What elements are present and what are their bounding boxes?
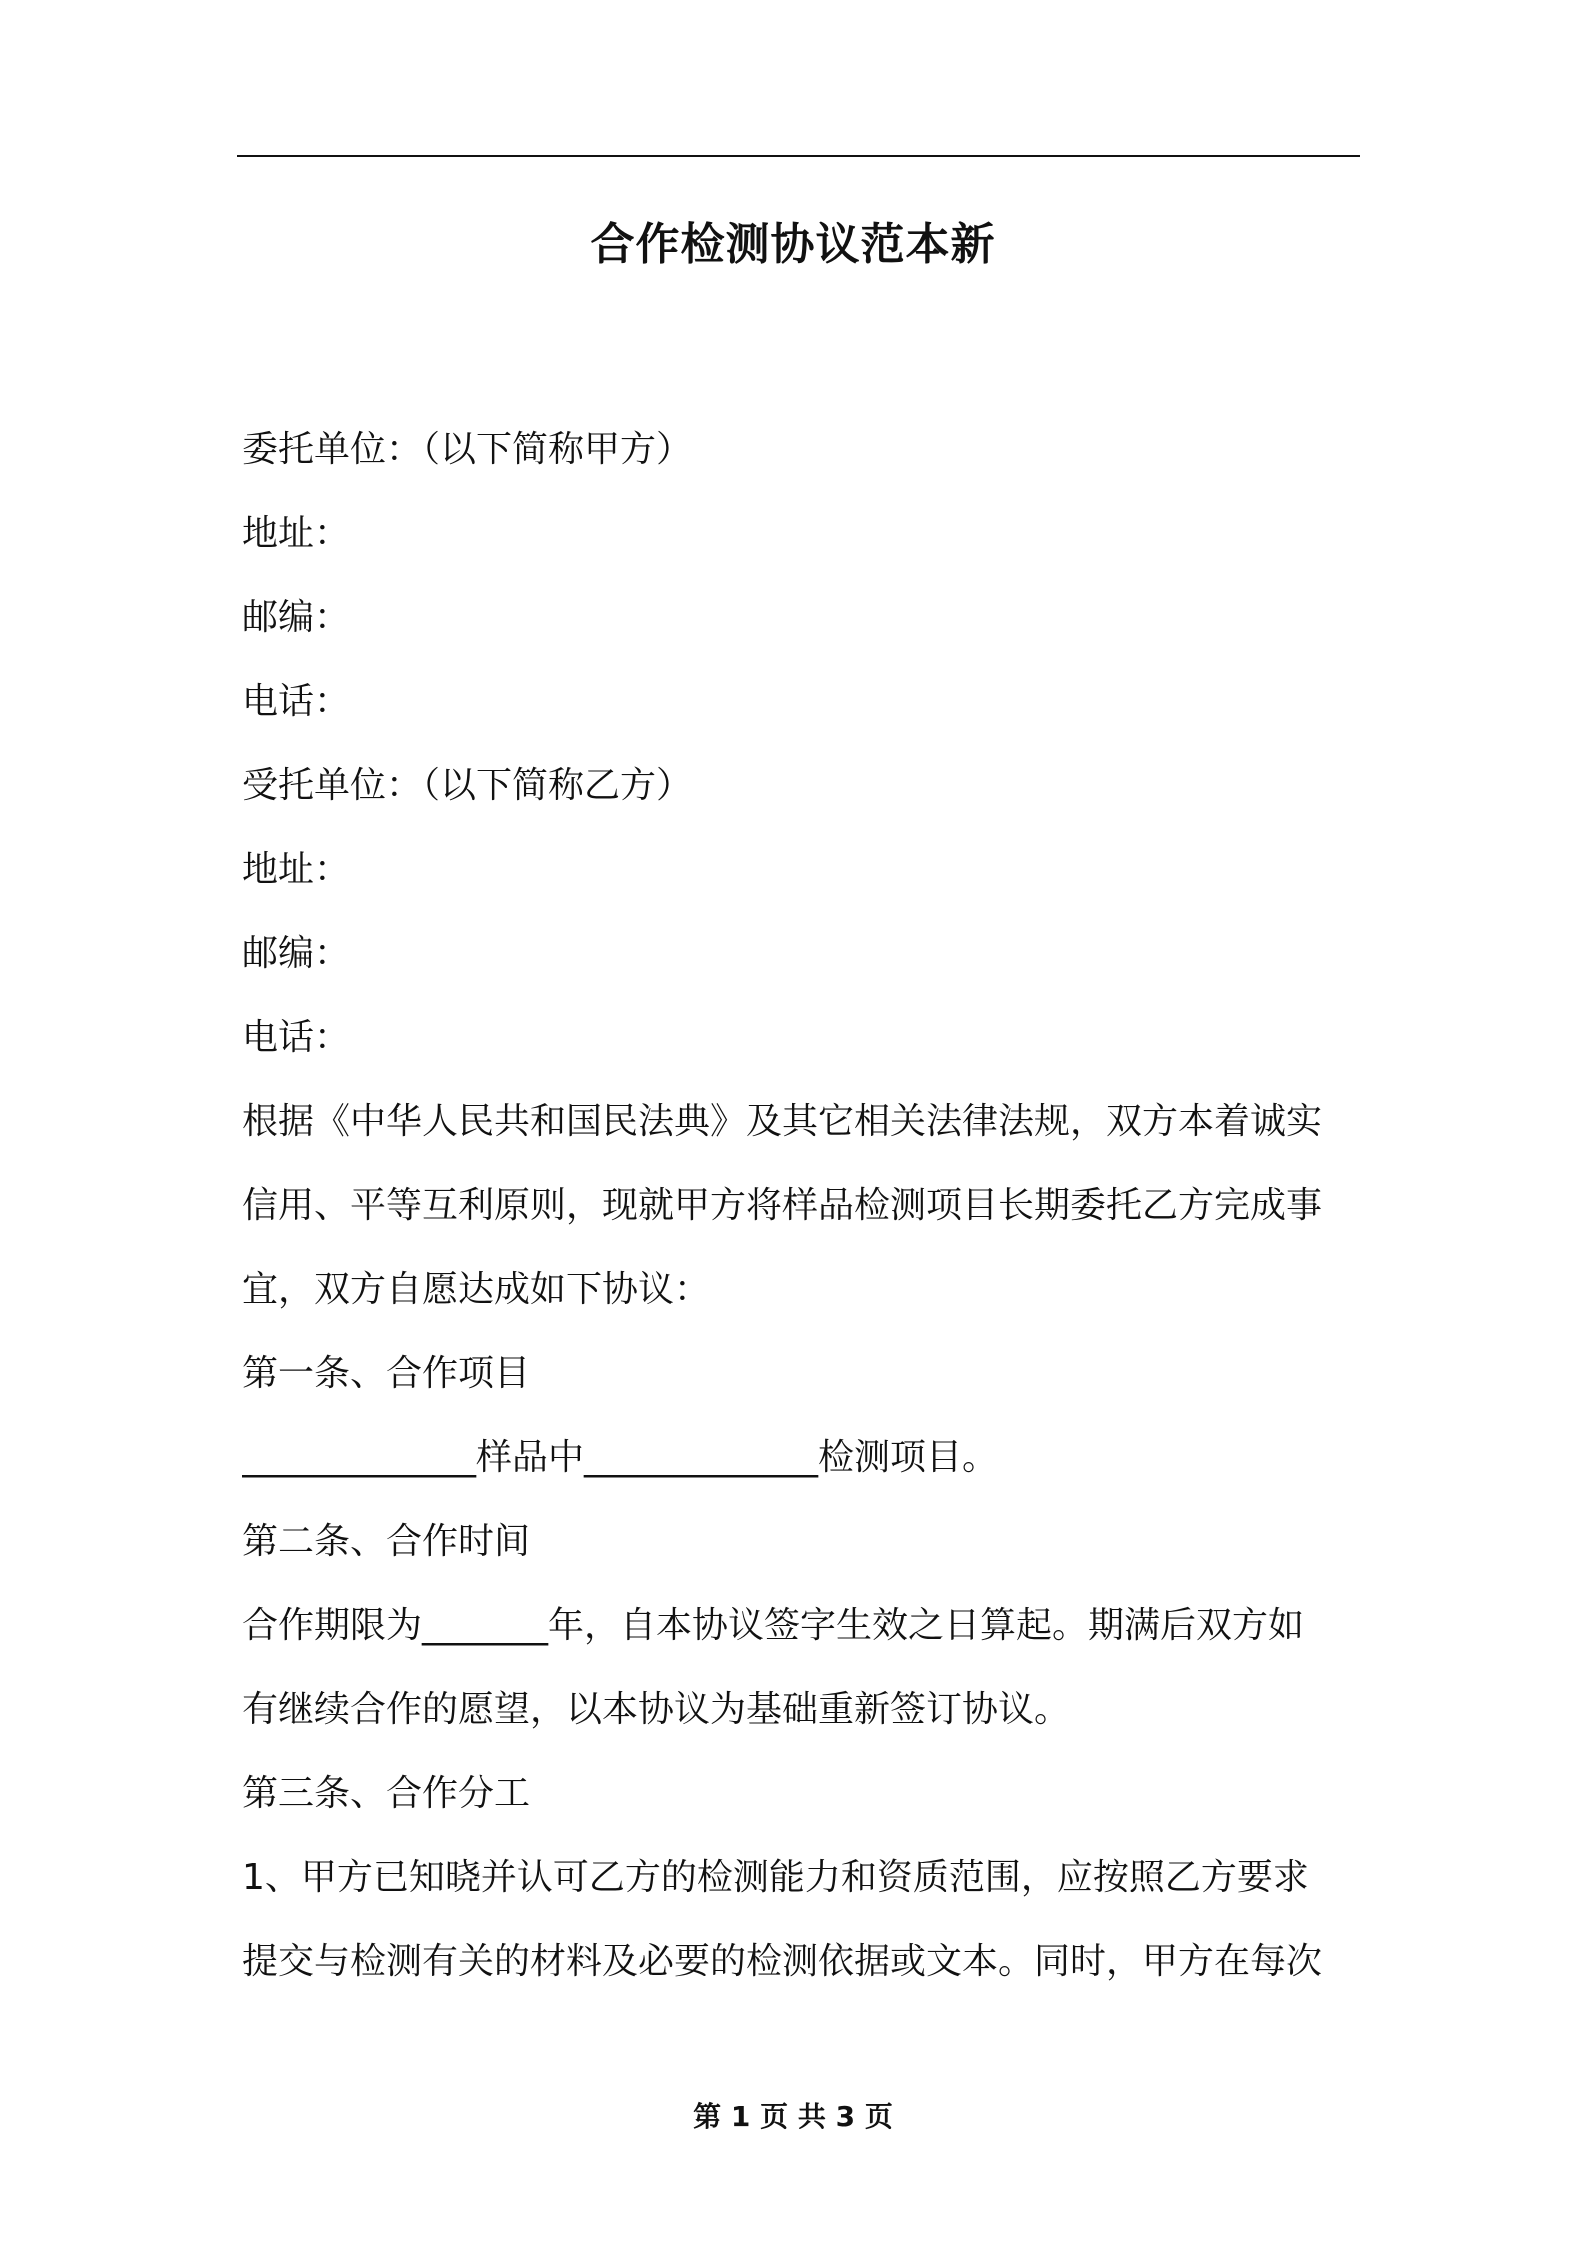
preamble-line: 根据《中华人民共和国民法典》及其它相关法律法规，双方本着诚实 (242, 1101, 1323, 1142)
contractor-phone-line: 电话： (242, 1017, 351, 1058)
client-phone-line: 电话： (242, 681, 351, 722)
article-3-text: 1、甲方已知晓并认可乙方的检测能力和资质范围，应按照乙方要求 (242, 1857, 1309, 1898)
client-unit-line: 委托单位：（以下简称甲方） (242, 429, 693, 470)
contractor-unit-line: 受托单位：（以下简称乙方） (242, 765, 693, 806)
preamble-line: 信用、平等互利原则，现就甲方将样品检测项目长期委托乙方完成事 (242, 1185, 1323, 1226)
contractor-postcode-line: 邮编： (242, 933, 351, 974)
contractor-address-line: 地址： (242, 849, 351, 890)
client-postcode-line: 邮编： (242, 597, 351, 638)
header-rule (237, 155, 1360, 157)
document-title: 合作检测协议范本新 (590, 219, 996, 270)
client-address-line: 地址： (242, 513, 351, 554)
preamble-line: 宜，双方自愿达成如下协议： (242, 1269, 711, 1310)
page-footer: 第 1 页 共 3 页 (693, 2100, 893, 2133)
article-2-text: 有继续合作的愿望，以本协议为基础重新签订协议。 (242, 1689, 1071, 1730)
article-1-heading: 第一条、合作项目 (242, 1353, 531, 1394)
document-body (242, 408, 1360, 2004)
article-1-text: _____________样品中_____________检测项目。 (242, 1437, 999, 1478)
article-3-text: 提交与检测有关的材料及必要的检测依据或文本。同时，甲方在每次 (242, 1941, 1323, 1982)
article-2-text: 合作期限为_______年，自本协议签字生效之日算起。期满后双方如 (242, 1605, 1305, 1646)
article-3-heading: 第三条、合作分工 (242, 1773, 531, 1814)
article-2-heading: 第二条、合作时间 (242, 1521, 531, 1562)
